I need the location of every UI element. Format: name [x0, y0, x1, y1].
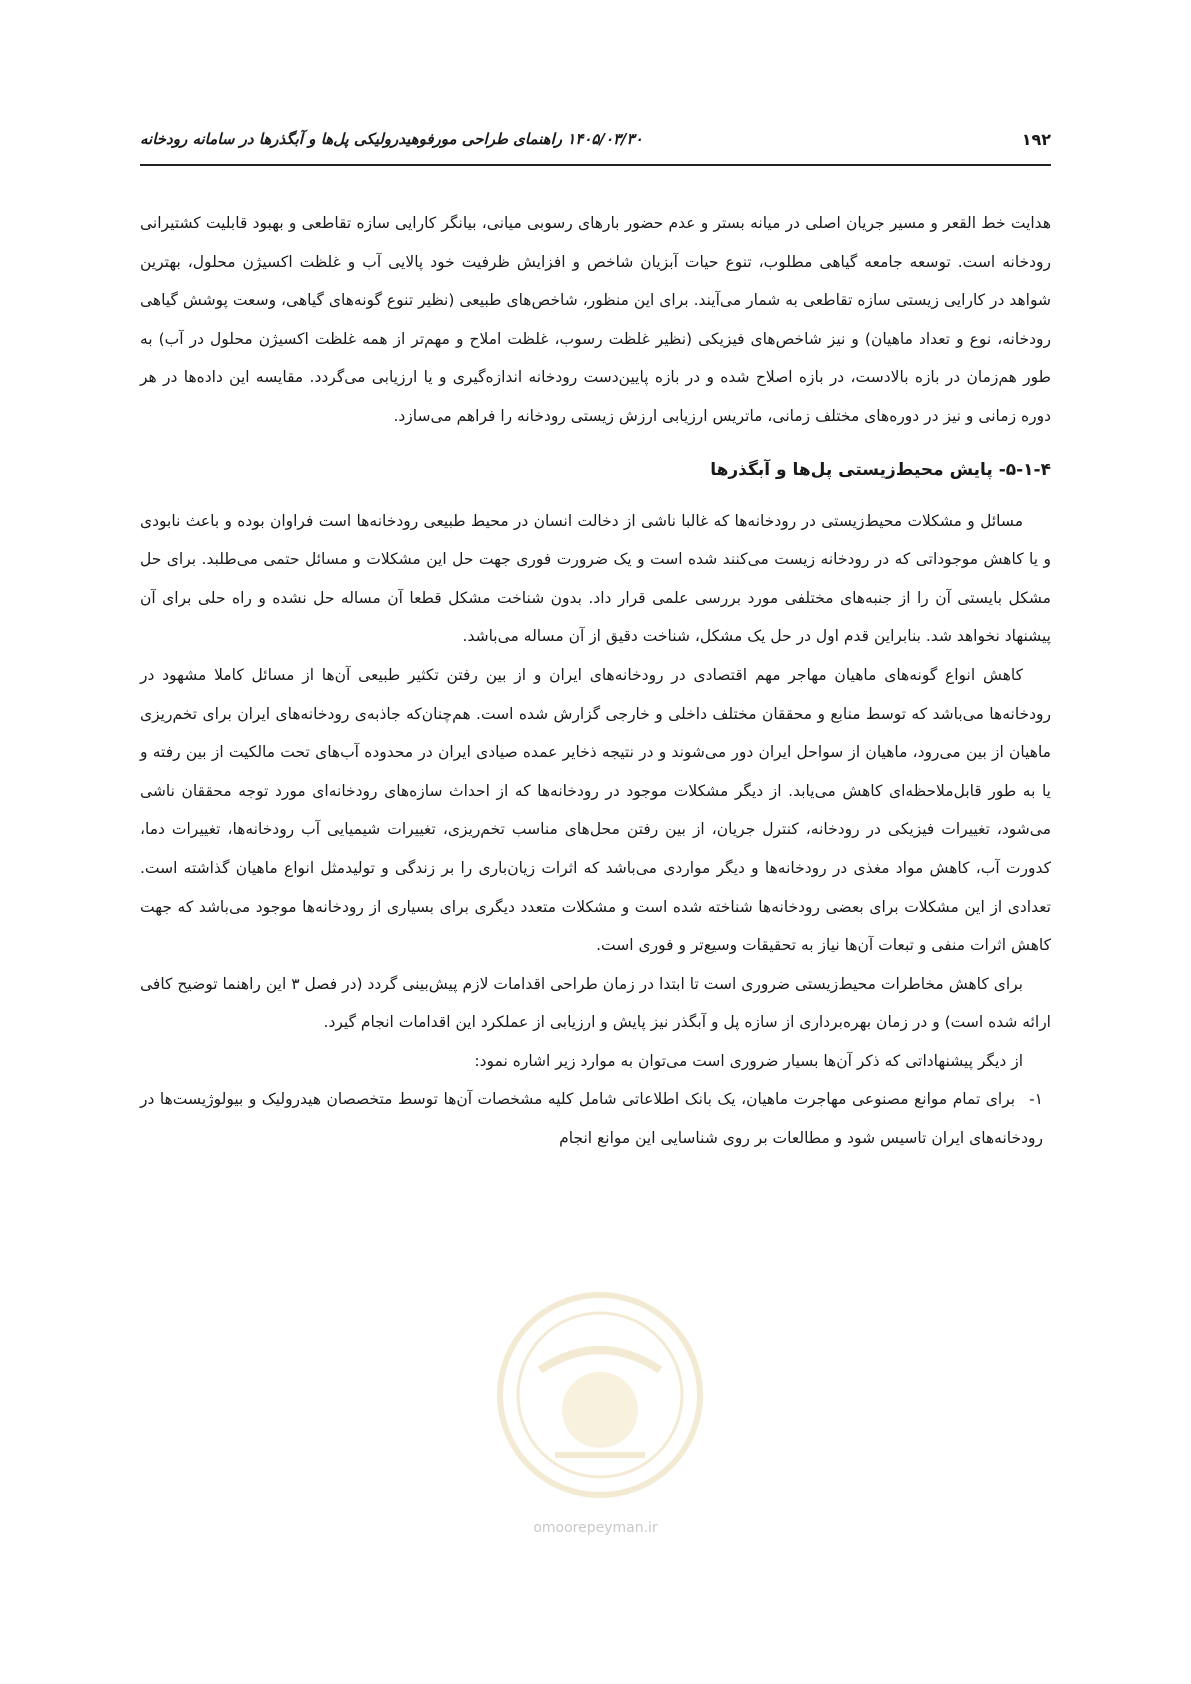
page-number: ۱۹۲	[1021, 130, 1051, 149]
paragraph-3: برای کاهش مخاطرات محیط‌زیستی ضروری است تا ابتدا در زمان طراحی اقدامات لازم پیش‌بینی گردد (در فصل ۳ این راهنما توضیح کافی ارائه شده است) و در زمان بهره‌برداری از سازه پل و آبگذر نیز پایش و ارزیابی از عملکرد این اقدامات انجام گیرد.	[140, 974, 1051, 1032]
watermark-text: omoorepeyman.ir	[533, 1520, 658, 1536]
body-content	[140, 204, 1051, 1158]
list-item-text: برای تمام موانع مصنوعی مهاجرت ماهیان، یک بانک اطلاعاتی شامل کلیه مشخصات آن‌ها توسط متخصصان هیدرولیک و بیولوژیست‌ها در رودخانه‌های ایران تاسیس شود و مطالعات بر روی شناسایی این موانع انجام	[140, 1090, 1043, 1148]
list-item-number: ۱-	[1029, 1090, 1043, 1109]
running-title	[140, 130, 653, 148]
paragraph-4: از دیگر پیشنهاداتی که ذکر آن‌ها بسیار ضروری است می‌توان به موارد زیر اشاره نمود:	[474, 1051, 1023, 1070]
watermark-seal-icon	[480, 1275, 720, 1515]
list-item	[140, 1080, 1051, 1157]
running-title-text: راهنمای طراحی مورفوهیدرولیکی پل‌ها و آبگذرها در سامانه رودخانه	[140, 130, 562, 148]
paragraph-intro: هدایت خط القعر و مسیر جریان اصلی در میانه بستر و عدم حضور بارهای رسوبی میانی، بیانگر کارایی سازه تقاطعی و بهبود قابلیت کشتیرانی رودخانه است. توسعه جامعه گیاهی مطلوب، تنوع حیات آبزیان شاخص و افزایش ظرفیت خود پالایی آب و غلظت اکسیژن محلول، بهترین شواهد در کارایی زیستی سازه تقاطعی به شمار می‌آیند. برای این منظور، شاخص‌های طبیعی (نظیر تنوع گونه‌های گیاهی، وسعت پوشش گیاهی رودخانه، نوع و تعداد ماهیان) و نیز شاخص‌های فیزیکی (نظیر غلظت رسوب، غلظت املاح و مهم‌تر از همه غلظت اکسیژن محلول در آب) به طور هم‌زمان در بازه بالادست، در بازه اصلاح شده و در بازه پایین‌دست رودخانه اندازه‌گیری و یا ارزیابی می‌گردد. مقایسه این داده‌ها در هر دوره زمانی و نیز در دوره‌های مختلف زمانی، ماتریس ارزیابی ارزش زیستی رودخانه را فراهم می‌سازد.	[140, 214, 1051, 425]
paragraph-1: مسائل و مشکلات محیط‌زیستی در رودخانه‌ها که غالبا ناشی از دخالت انسان در محیط طبیعی رودخانه‌ها است فراوان بوده و باعث نابودی و یا کاهش موجوداتی که در رودخانه زیست می‌کنند شده است و یک ضرورت فوری جهت حل این مشکلات و مسائل حتمی می‌طلبد. برای حل مشکل بایستی آن را از جنبه‌های مختلفی مورد بررسی علمی قرار داد. بدون شناخت مشکل قطعا آن مساله حل نشده و راه حلی برای آن پیشنهاد نخواهد شد. بنابراین قدم اول در حل یک مشکل، شناخت دقیق از آن مساله می‌باشد.	[140, 511, 1051, 646]
section-heading: ۵-۱-۴- پایش محیط‌زیستی پل‌ها و آبگذرها	[710, 459, 1051, 480]
page-header	[140, 128, 1051, 166]
paragraph-2: کاهش انواع گونه‌های ماهیان مهاجر مهم اقتصادی در رودخانه‌های ایران و از بین رفتن تکثیر طبیعی آن‌ها از مسائل کاملا مشهود در رودخانه‌ها می‌باشد که توسط منابع و محققان مختلف داخلی و خارجی گزارش شده است. هم‌چنان‌که جاذبه‌ی رودخانه‌های ایران برای تخم‌ریزی ماهیان از بین می‌رود، ماهیان از سواحل ایران دور می‌شوند و در نتیجه ذخایر عمده صیادی ایران در محدوده آب‌های تحت مالکیت از بین رفته و یا به طور قابل‌ملاحظه‌ای کاهش می‌یابد. از دیگر مشکلات موجود در رودخانه‌ها که از احداث سازه‌های رودخانه‌ای مورد توجه محققان ناشی می‌شود، تغییرات فیزیکی در رودخانه، کنترل جریان، از بین رفتن محل‌های مناسب تخم‌ریزی، تغییرات شیمیایی آب رودخانه‌ها، تغییرات دما، کدورت آب، کاهش مواد مغذی در رودخانه‌ها و دیگر مواردی می‌باشد که اثرات زیان‌باری را بر زندگی و تولیدمثل انواع ماهیان گذاشته است. تعدادی از این مشکلات برای بعضی رودخانه‌ها شناخته شده است و مشکلات متعدد دیگری برای بسیاری از رودخانه‌ها موجود می‌باشد که جهت کاهش اثرات منفی و تبعات آن‌ها نیاز به تحقیقات وسیع‌تر و فوری است.	[140, 665, 1051, 955]
running-title-date: ۱۴۰۵/۰۳/۳۰	[567, 130, 643, 148]
